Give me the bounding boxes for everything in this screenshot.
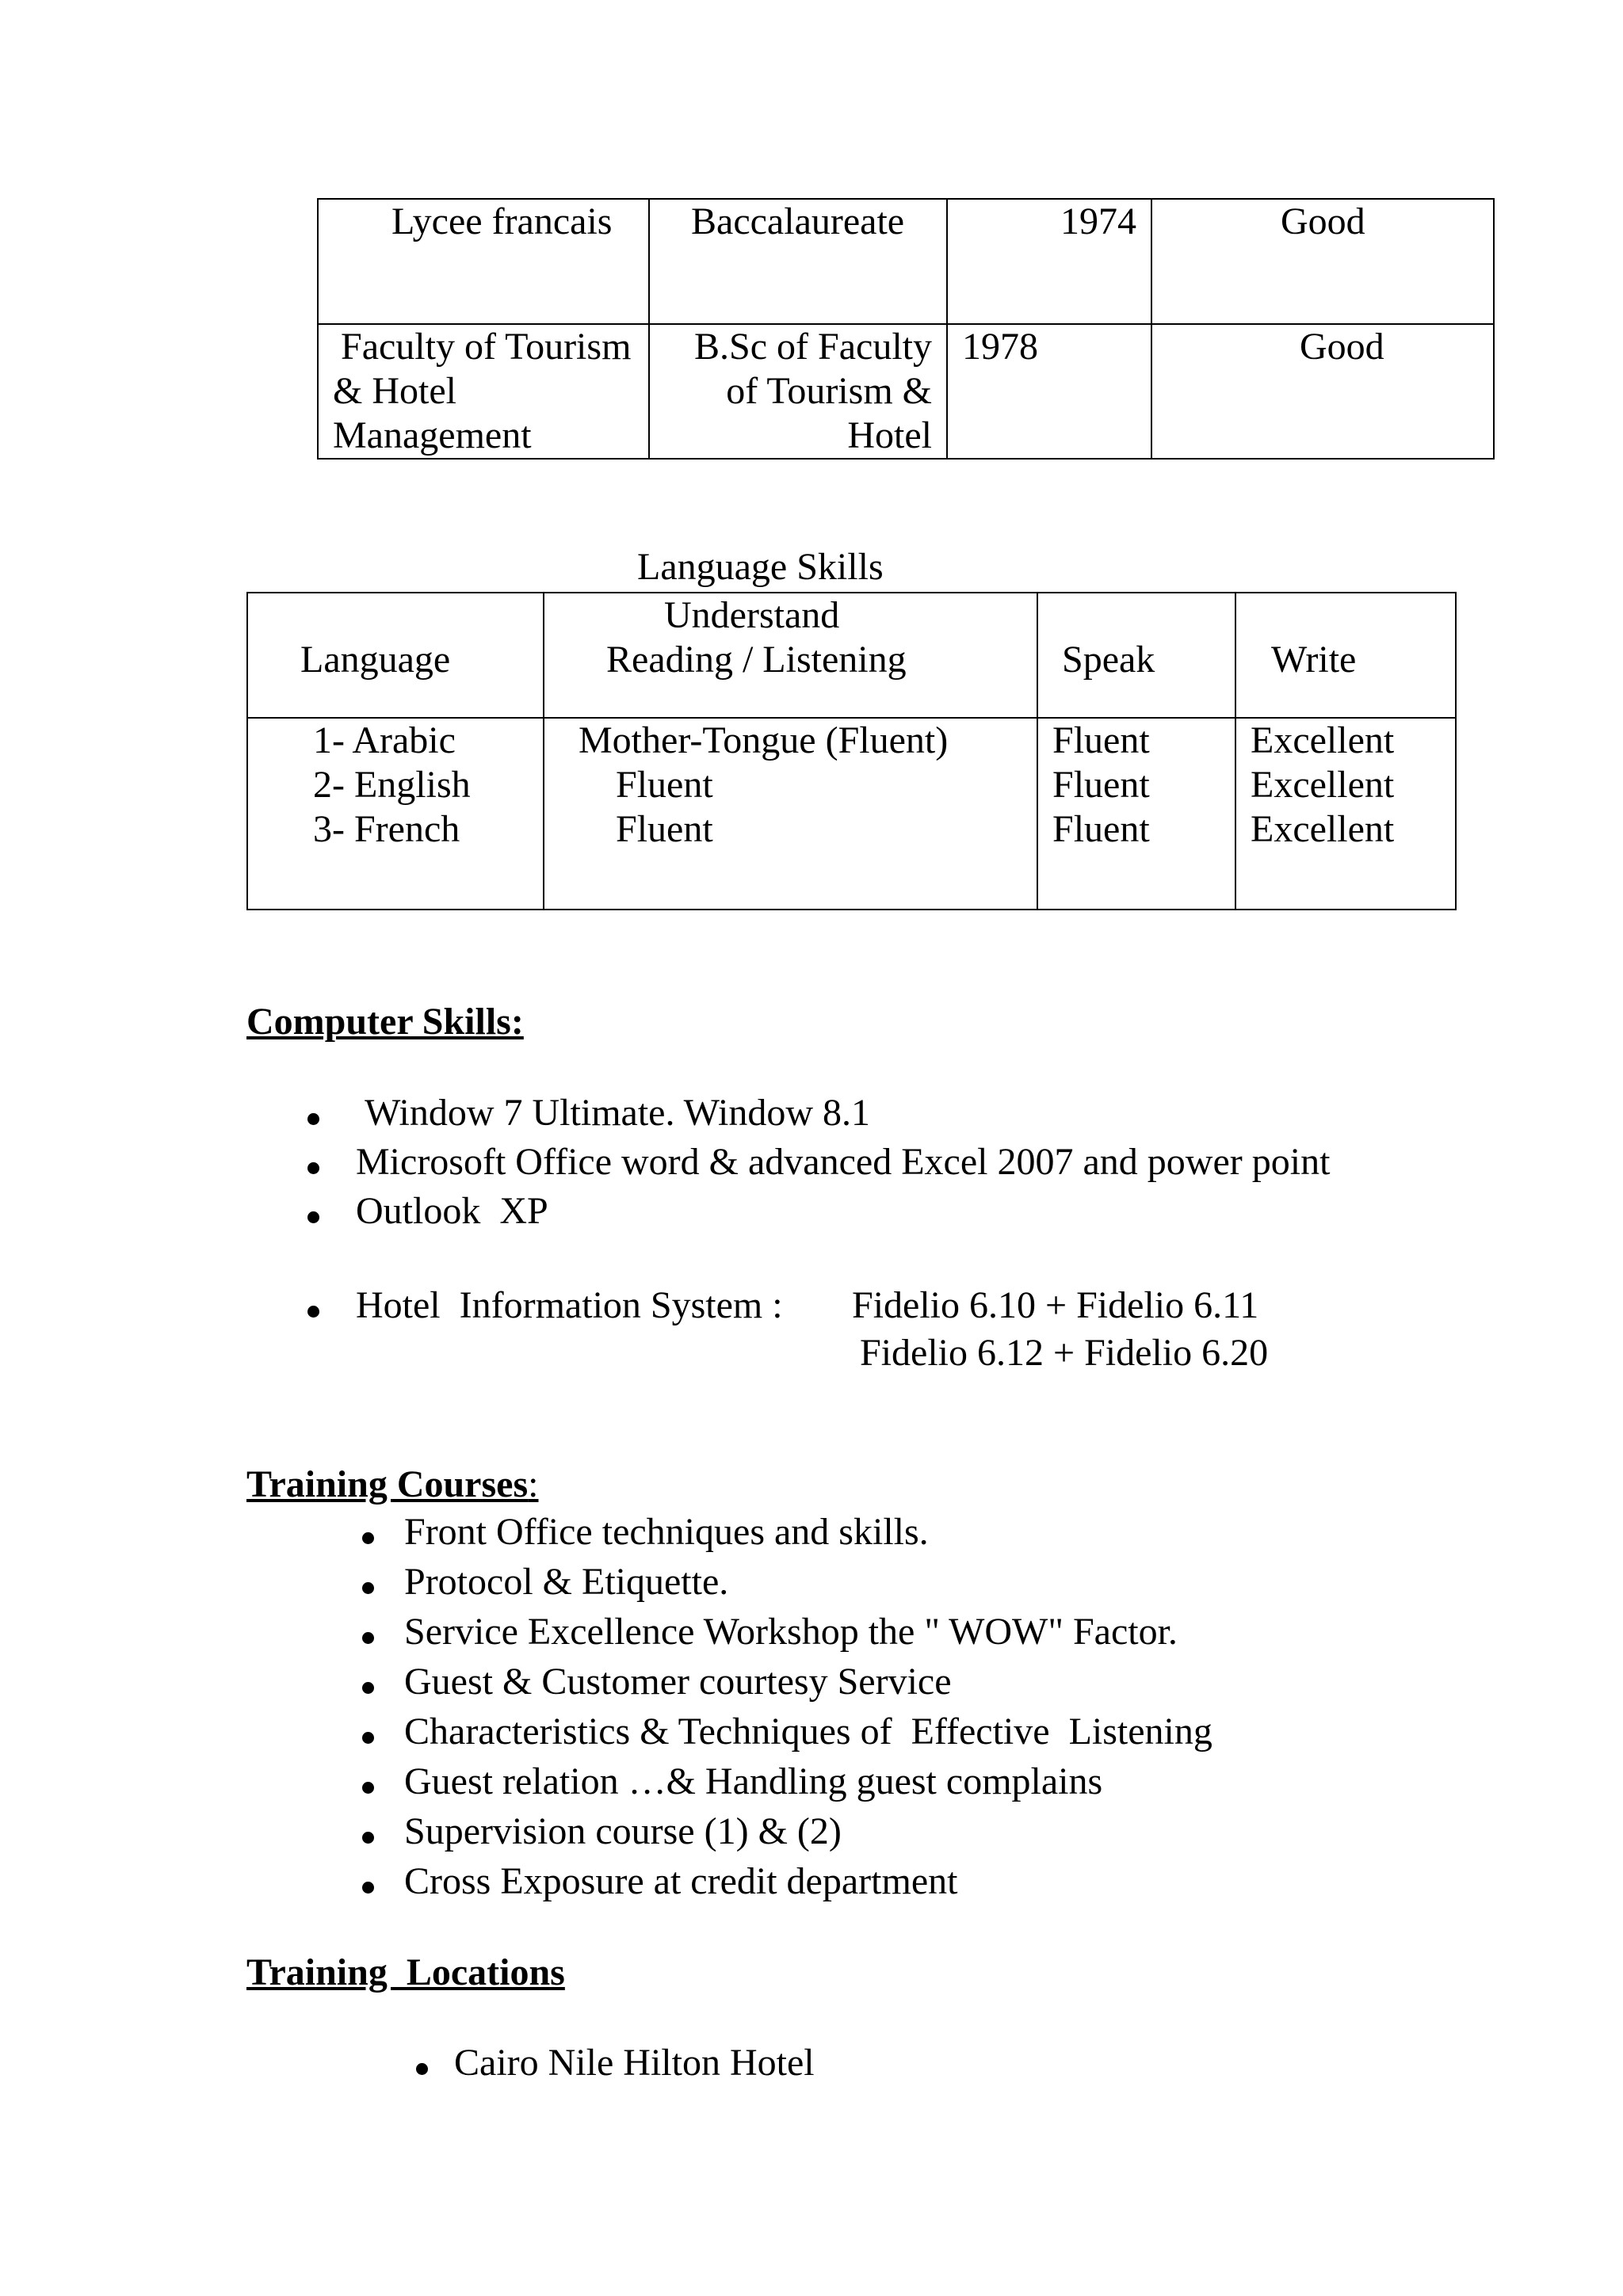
table-header-cell (247, 593, 544, 718)
year: 1978 (962, 326, 1038, 368)
write-header: Write (1271, 639, 1357, 681)
computer-skill-item: Microsoft Office word & advanced Excel 2007 and power point (356, 1141, 1331, 1183)
bullet-icon (362, 1632, 374, 1644)
bullet-icon (362, 1782, 374, 1794)
table-cell (1037, 718, 1235, 910)
language-skills-table (246, 592, 1457, 910)
bullet-icon (362, 1532, 374, 1544)
training-course-item: Characteristics & Techniques of Effective Listening (404, 1711, 1212, 1753)
table-row (318, 199, 1494, 324)
understand-header: Understand (664, 594, 840, 636)
training-course-item: Protocol & Etiquette. (404, 1561, 729, 1603)
bullet-icon (307, 1162, 319, 1174)
computer-skill-item: Window 7 Ultimate. Window 8.1 (356, 1092, 870, 1134)
table-cell (318, 199, 649, 324)
write-level: Excellent (1251, 764, 1395, 806)
table-cell (947, 324, 1151, 459)
understand-level: Mother-Tongue (Fluent) (579, 719, 949, 761)
table-cell (318, 324, 649, 459)
training-courses-heading: Training Courses: (246, 1463, 539, 1505)
table-cell (247, 718, 544, 910)
write-level: Excellent (1251, 719, 1395, 761)
bullet-icon (416, 2063, 428, 2075)
table-header-cell (544, 593, 1037, 718)
table-header-row (247, 593, 1456, 718)
speak-level: Fluent (1052, 808, 1150, 850)
table-cell (649, 324, 947, 459)
computer-skills-heading: Computer Skills: (246, 1001, 524, 1043)
school-name-line: Faculty of Tourism (341, 326, 632, 368)
year: 1974 (1060, 200, 1136, 242)
understand-level: Fluent (616, 764, 713, 806)
school-name: Lycee francais (391, 200, 613, 242)
table-row (318, 324, 1494, 459)
table-row (247, 718, 1456, 910)
speak-header: Speak (1062, 639, 1155, 681)
training-course-item: Front Office techniques and skills. (404, 1511, 929, 1553)
table-cell (1235, 718, 1456, 910)
hotel-information-system-label: Hotel Information System : (356, 1284, 783, 1326)
table-cell (649, 199, 947, 324)
understand-level: Fluent (616, 808, 713, 850)
table-cell (947, 199, 1151, 324)
bullet-icon (362, 1732, 374, 1744)
language-header: Language (300, 639, 451, 681)
bullet-icon (362, 1832, 374, 1844)
school-name-line: & Hotel (333, 370, 456, 412)
speak-level: Fluent (1052, 764, 1150, 806)
language-item: 2- English (313, 764, 471, 806)
bullet-icon (307, 1306, 319, 1318)
speak-level: Fluent (1052, 719, 1150, 761)
training-course-item: Guest & Customer courtesy Service (404, 1661, 952, 1703)
computer-skill-item: Outlook XP (356, 1190, 548, 1232)
fidelio-versions-line: Fidelio 6.10 + Fidelio 6.11 (852, 1284, 1259, 1326)
training-locations-heading: Training Locations (246, 1951, 565, 1993)
training-course-item: Cross Exposure at credit department (404, 1860, 958, 1902)
bullet-icon (307, 1211, 319, 1223)
bullet-icon (362, 1682, 374, 1694)
reading-listening-header: Reading / Listening (606, 639, 907, 681)
training-course-item: Supervision course (1) & (2) (404, 1810, 842, 1852)
training-course-item: Guest relation …& Handling guest complains (404, 1760, 1103, 1802)
fidelio-versions-line: Fidelio 6.12 + Fidelio 6.20 (860, 1332, 1269, 1374)
grade: Good (1300, 326, 1384, 368)
write-level: Excellent (1251, 808, 1395, 850)
grade: Good (1281, 200, 1365, 242)
training-location-item: Cairo Nile Hilton Hotel (454, 2042, 815, 2084)
degree-name-line: of Tourism & (726, 370, 932, 412)
bullet-icon (362, 1882, 374, 1894)
degree-name-line: Hotel (847, 414, 932, 456)
degree-name-line: B.Sc of Faculty (694, 326, 932, 368)
training-course-item: Service Excellence Workshop the " WOW" Factor. (404, 1611, 1178, 1653)
bullet-icon (307, 1113, 319, 1125)
school-name-line: Management (333, 414, 532, 456)
language-item: 1- Arabic (313, 719, 456, 761)
table-cell (1151, 324, 1494, 459)
table-cell (1151, 199, 1494, 324)
degree-name: Baccalaureate (691, 200, 905, 242)
table-cell (544, 718, 1037, 910)
table-header-cell (1037, 593, 1235, 718)
language-item: 3- French (313, 808, 460, 850)
bullet-icon (362, 1582, 374, 1594)
table-header-cell (1235, 593, 1456, 718)
language-skills-title: Language Skills (637, 546, 884, 588)
education-table (317, 198, 1495, 460)
